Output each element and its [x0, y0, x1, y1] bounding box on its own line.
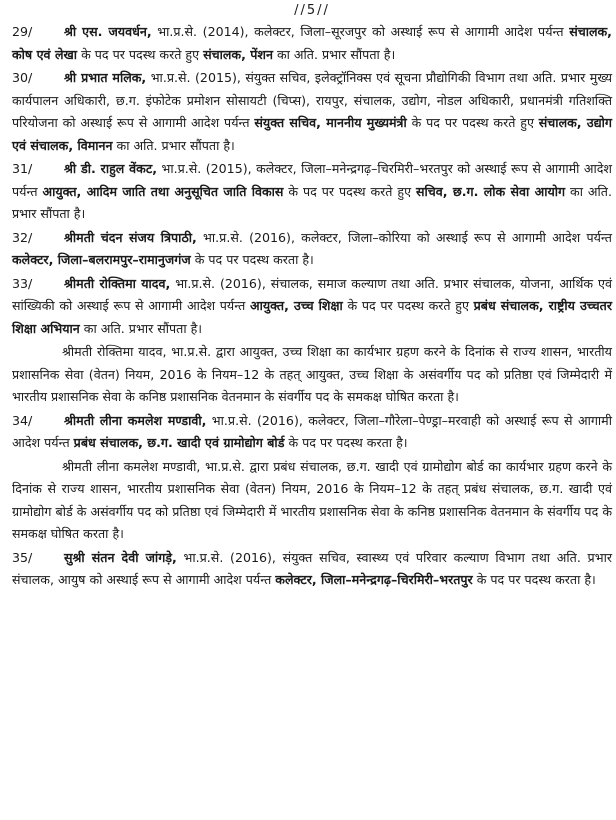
order-note-paragraph — [12, 456, 612, 546]
bold-text: श्री डी. राहुल वेंकट, — [64, 161, 157, 176]
page-number: //5// — [294, 3, 330, 18]
bold-text: संचालक, पेंशन — [203, 46, 273, 62]
paragraph-number: 33/ — [12, 275, 33, 291]
bold-text: श्री एस. जयवर्धन, — [64, 24, 152, 39]
bold-text: श्रीमती लीना कमलेश मण्डावी, — [64, 412, 207, 428]
paragraph-number: 30/ — [12, 70, 33, 85]
bold-text: श्रीमती रोक्तिमा यादव, — [64, 275, 171, 291]
paragraph-text: भा.प्र.से. (2015), संयुक्त सचिव, इलेक्ट्रॉनिक्स एवं सूचना प्रौद्योगिकी विभाग तथा अति. प्रभार मुख्य कार्यपालन अधिकारी, छ.ग. इंफोटेक प्रमोशन सोसायटी (चिप्स), रायपुर, संचालक, उद्योग, नोडल अधिकारी, प्रधानमंत्री गतिशक्ति परियोजना को अस्थाई रूप से आगामी आदेश पर्यन्त — [12, 70, 612, 130]
order-paragraph — [12, 410, 612, 455]
paragraph-text: के पद पर पदस्थ करते हुए — [77, 46, 204, 62]
bold-text: कलेक्टर, जिला–मनेन्द्रगढ़–चिरमिरी–भरतपुर — [275, 572, 473, 587]
bold-text: संयुक्त सचिव, माननीय मुख्यमंत्री — [254, 115, 407, 130]
paragraph-text: के पद पर पदस्थ करता है। — [190, 252, 314, 267]
paragraph-text: भा.प्र.से. (2016), कलेक्टर, जिला–गौरेला–पेण्ड्रा–मरवाही को अस्थाई रूप से आगामी आदेश पर्यन्त — [12, 412, 612, 450]
bold-text: श्रीमती चंदन संजय त्रिपाठी, — [64, 229, 197, 245]
paragraph-text: भा.प्र.से. (2014), कलेक्टर, जिला–सूरजपुर को अस्थाई रूप से आगामी आदेश पर्यन्त — [151, 24, 570, 39]
paragraph-text: भा.प्र.से. (2016), संचालक, समाज कल्याण तथा अति. प्रभार संचालक, योजना, आर्थिक एवं सांख्यिकी को अस्थाई रूप से आगामी आदेश पर्यन्त — [12, 275, 612, 313]
bold-text: प्रबंध संचालक, छ.ग. खादी एवं ग्रामोद्योग बोर्ड — [73, 435, 285, 450]
order-paragraph — [12, 67, 612, 157]
bold-text: कलेक्टर, जिला–बलरामपुर–रामानुजगंज — [12, 252, 191, 267]
order-paragraph — [12, 547, 612, 592]
paragraph-number: 31/ — [12, 161, 33, 176]
paragraph-text: भा.प्र.से. (2015), कलेक्टर, जिला–मनेन्द्रगढ़–चिरमिरी–भरतपुर को अस्थाई रूप से आगामी आदेश पर्यन्त — [12, 161, 612, 199]
order-paragraph — [12, 158, 612, 226]
paragraph-text: का अति. प्रभार सौंपता है। — [272, 46, 396, 62]
paragraph-text: का अति. प्रभार सौंपता है। — [112, 137, 235, 153]
paragraph-number: 35/ — [12, 549, 33, 565]
paragraph-number: 32/ — [12, 229, 33, 245]
bold-text: आयुक्त, आदिम जाति तथा अनुसूचित जाति विकास — [42, 183, 284, 199]
paragraph-text: भा.प्र.से. (2016), संयुक्त सचिव, स्वास्थ्य एवं परिवार कल्याण विभाग तथा अति. प्रभार संचालक, आयुष को अस्थाई रूप से आगामी आदेश पर्यन्त — [12, 549, 612, 587]
order-paragraph — [12, 227, 612, 272]
document-body — [12, 21, 612, 592]
bold-text: संचालक, कोष एवं लेखा — [12, 24, 612, 62]
bold-text: आयुक्त, उच्च शिक्षा — [249, 298, 343, 313]
paragraph-text: भा.प्र.से. (2016), कलेक्टर, जिला–कोरिया को अस्थाई रूप से आगामी आदेश पर्यन्त — [196, 229, 612, 245]
paragraph-text: का अति. प्रभार सौंपता है। — [79, 320, 203, 336]
order-paragraph — [12, 21, 612, 66]
paragraph-text: के पद पर पदस्थ करता है। — [472, 572, 596, 587]
bold-text: सचिव, छ.ग. लोक सेवा आयोग — [416, 183, 566, 199]
bold-text: श्री प्रभात मलिक, — [64, 70, 147, 85]
paragraph-text: श्रीमती रोक्तिमा यादव, भा.प्र.से. द्वारा आयुक्त, उच्च शिक्षा का कार्यभार ग्रहण करने के दिनांक से राज्य शासन, भारतीय प्रशासनिक सेवा (वेतन) नियम, 2016 के नियम–12 के तहत् आयुक्त, उच्च शिक्षा के असंवर्गीय पद को प्रतिष्ठा एवं जिम्मेदारी में भारतीय प्रशासनिक सेवा के कनिष्ठ प्रशासनिक वेतनमान के संवर्गीय पद के समकक्ष घोषित करता है। — [12, 344, 612, 404]
order-paragraph — [12, 273, 612, 341]
paragraph-text: के पद पर पदस्थ करते हुए — [342, 298, 474, 313]
paragraph-text: श्रीमती लीना कमलेश मण्डावी, भा.प्र.से. द्वारा प्रबंध संचालक, छ.ग. खादी एवं ग्रामोद्योग बोर्ड का कार्यभार ग्रहण करने के दिनांक से राज्य शासन, भारतीय प्रशासनिक सेवा (वेतन) नियम, 2016 के नियम–12 के तहत् प्रबंध संचालक, छ.ग. खादी एवं ग्रामोद्योग बोर्ड के असंवर्गीय पद को प्रतिष्ठा एवं जिम्मेदारी में भारतीय प्रशासनिक सेवा के कनिष्ठ प्रशासनिक वेतनमान के संवर्गीय पद के समकक्ष घोषित करता है। — [12, 458, 612, 541]
bold-text: प्रबंध संचालक, राष्ट्रीय उच्चतर शिक्षा अभियान — [12, 298, 613, 336]
paragraph-text: का अति. प्रभार सौंपता है। — [12, 183, 612, 221]
order-note-paragraph — [12, 341, 612, 409]
paragraph-text: के पद पर पदस्थ करते हुए — [406, 115, 539, 130]
bold-text: संचालक, उद्योग एवं संचालक, विमानन — [12, 115, 612, 153]
paragraph-text: के पद पर पदस्थ करते हुए — [283, 183, 417, 199]
paragraph-text: के पद पर पदस्थ करता है। — [284, 435, 408, 450]
bold-text: सुश्री संतन देवी जांगड़े, — [64, 549, 177, 565]
paragraph-number: 34/ — [12, 412, 33, 428]
paragraph-number: 29/ — [12, 24, 33, 39]
